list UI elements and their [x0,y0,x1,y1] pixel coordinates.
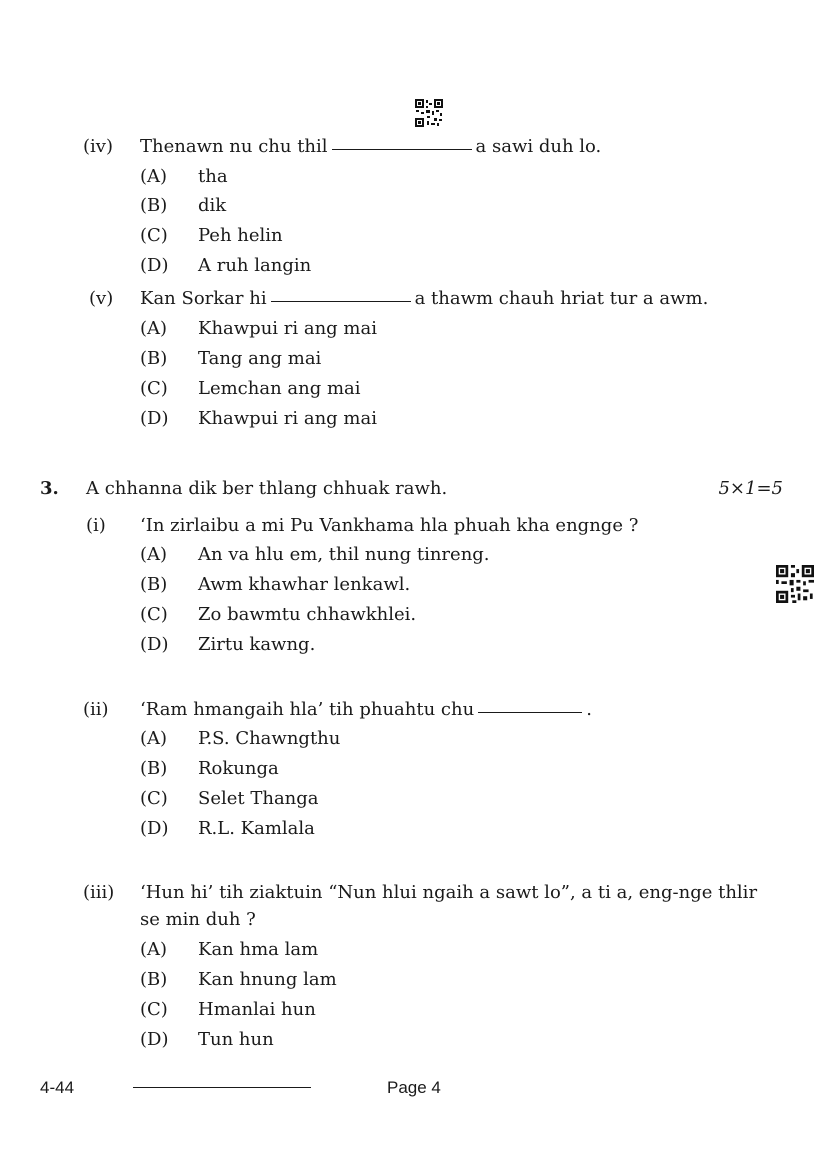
question-text-before-blank: Thenawn nu chu thil [140,136,328,157]
footer-divider [133,1087,311,1088]
question-text-after-blank: a sawi duh lo. [475,136,602,157]
option-text: Selet Thanga [198,788,319,809]
option-text: Awm khawhar lenkawl. [198,574,411,595]
option-text: Zo bawmtu chhawkhlei. [198,604,417,625]
option-text: A ruh langin [198,255,312,276]
option-letter: (B) [140,969,168,990]
option-letter: (C) [140,378,168,399]
option-letter: (A) [140,166,168,187]
question-text-before-blank: ‘Ram hmangaih hla’ tih phuahtu chu [140,699,475,720]
question-text-before-blank: Kan Sorkar hi [140,288,267,309]
option-text: Khawpui ri ang mai [198,318,377,339]
option-text: R.L. Kamlala [198,818,315,839]
option-text: Rokunga [198,758,279,779]
qr-code-side [776,565,814,603]
question-text-after-blank: . [586,699,592,720]
qr-code-top [415,99,443,127]
option-letter: (D) [140,255,169,276]
question-number: (i) [86,515,106,536]
option-letter: (C) [140,999,168,1020]
option-letter: (D) [140,634,169,655]
answer-blank [271,301,411,302]
answer-blank [332,149,472,150]
option-letter: (B) [140,195,168,216]
option-letter: (D) [140,408,169,429]
option-text: Tun hun [198,1029,274,1050]
option-text: Peh helin [198,225,283,246]
option-letter: (B) [140,574,168,595]
question-text [140,288,708,309]
option-text: Kan hma lam [198,939,319,960]
question-number: (ii) [83,699,109,720]
option-letter: (A) [140,939,168,960]
section-marks: 5×1=5 [718,478,783,499]
option-letter: (A) [140,318,168,339]
answer-blank [478,712,582,713]
section-number: 3. [40,478,59,499]
question-number: (v) [89,288,114,309]
option-letter: (D) [140,818,169,839]
option-text: Hmanlai hun [198,999,316,1020]
question-number: (iii) [83,882,115,903]
option-letter: (C) [140,225,168,246]
option-letter: (D) [140,1029,169,1050]
option-text: Zirtu kawng. [198,634,316,655]
option-text: Lemchan ang mai [198,378,361,399]
option-letter: (B) [140,758,168,779]
option-text: dik [198,195,227,216]
option-text: Kan hnung lam [198,969,337,990]
option-letter: (A) [140,728,168,749]
question-number: (iv) [83,136,113,157]
option-text: An va hlu em, thil nung tinreng. [198,544,490,565]
option-letter: (A) [140,544,168,565]
question-text-after-blank: a thawm chauh hriat tur a awm. [414,288,709,309]
question-text-line-1: ‘Hun hi’ tih ziaktuin “Nun hlui ngaih a sawt lo”, a ti a, eng-nge thlir [140,882,758,903]
option-letter: (C) [140,788,168,809]
option-text: P.S. Chawngthu [198,728,341,749]
question-text: ‘In zirlaibu a mi Pu Vankhama hla phuah kha engnge ? [140,515,639,536]
option-text: Khawpui ri ang mai [198,408,377,429]
question-text [140,136,601,157]
option-text: Tang ang mai [198,348,322,369]
option-letter: (B) [140,348,168,369]
option-text: tha [198,166,228,187]
option-letter: (C) [140,604,168,625]
section-instruction: A chhanna dik ber thlang chhuak rawh. [86,478,448,499]
page-number: Page 4 [387,1078,441,1097]
paper-code: 4-44 [40,1078,75,1097]
question-text-line-2: se min duh ? [140,909,256,930]
question-text [140,699,592,720]
